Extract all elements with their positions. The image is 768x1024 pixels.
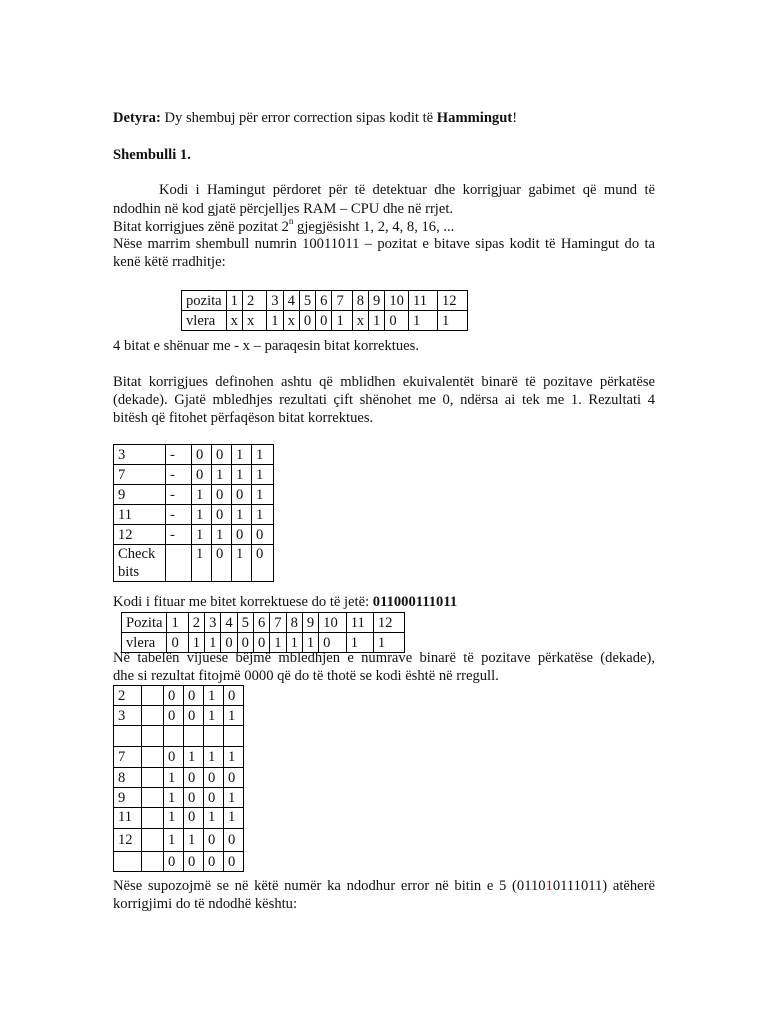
table-cell: 0 (237, 633, 253, 653)
table-cell: 6 (253, 613, 269, 633)
table-cell: vlera (182, 311, 227, 331)
table-cell (184, 726, 204, 747)
table-cell: 1 (224, 747, 244, 768)
table-cell: 9 (114, 788, 142, 808)
table-cell: 11 (408, 291, 437, 311)
table-cell: 3 (114, 706, 142, 726)
table-cell: 3 (114, 445, 166, 465)
verification-table (113, 685, 244, 872)
table-cell: 0 (221, 633, 237, 653)
table-cell: 1 (204, 808, 224, 829)
table-cell (166, 545, 192, 582)
para4-line-2: korrigjimi do të ndodhë kështu: (113, 896, 298, 912)
table-cell (142, 726, 164, 747)
table-row (114, 485, 274, 505)
table-cell: 2 (242, 291, 266, 311)
table-cell: 8 (286, 613, 302, 633)
table-cell: 1 (167, 613, 188, 633)
position-table-2 (121, 612, 405, 653)
table-cell: 0 (319, 633, 347, 653)
table-cell: 12 (114, 829, 142, 852)
table-row (114, 445, 274, 465)
table-cell (142, 768, 164, 788)
table-cell: 0 (184, 706, 204, 726)
table-row (182, 311, 468, 331)
table-cell: 1 (270, 633, 286, 653)
table-cell: 1 (164, 788, 184, 808)
check-bits-label: Check bits (114, 545, 166, 582)
table-cell: 9 (369, 291, 385, 311)
table-cell: 9 (114, 485, 166, 505)
example-title: Shembulli 1. (113, 147, 191, 163)
table-cell (142, 852, 164, 872)
table-cell: 1 (232, 465, 252, 485)
resulting-code: 011000111011 (372, 594, 458, 610)
table-cell: 1 (192, 485, 212, 505)
table-cell: 0 (224, 768, 244, 788)
table-row (114, 545, 274, 582)
table-cell: - (166, 465, 192, 485)
table-cell: 0 (204, 852, 224, 872)
table-cell: 0 (299, 311, 315, 331)
table-cell: 5 (237, 613, 253, 633)
table-cell: Pozita (122, 613, 167, 633)
table-cell: 3 (267, 291, 283, 311)
table-cell (142, 788, 164, 808)
table-cell: 1 (192, 505, 212, 525)
table-row (114, 505, 274, 525)
table-cell: 1 (192, 545, 212, 582)
table-cell: 0 (164, 706, 184, 726)
table-cell: 1 (373, 633, 405, 653)
table-cell: 1 (438, 311, 468, 331)
table-cell: 0 (232, 485, 252, 505)
table-cell: 1 (212, 465, 232, 485)
table-row (114, 852, 244, 872)
table-cell: 6 (316, 291, 332, 311)
table-cell: 0 (184, 768, 204, 788)
table-cell: - (166, 505, 192, 525)
table-cell: 7 (332, 291, 352, 311)
table-cell: x (226, 311, 242, 331)
table-cell: 1 (204, 747, 224, 768)
table-cell: 5 (299, 291, 315, 311)
table-cell: 0 (252, 545, 274, 582)
table-cell: 1 (192, 525, 212, 545)
table-cell: 9 (302, 613, 318, 633)
table-cell: 0 (164, 686, 184, 706)
table-cell: 1 (252, 505, 274, 525)
task-label: Detyra: (113, 110, 161, 126)
para3-line-1: Në tabelën vijuese bëjmë mbledhjen e numrave binarë të pozitave përkatëse (dekade), (113, 650, 655, 666)
table-cell: 0 (184, 686, 204, 706)
table-cell: 1 (408, 311, 437, 331)
table-cell: 0 (212, 545, 232, 582)
table-cell: 1 (224, 788, 244, 808)
table-cell: x (352, 311, 368, 331)
table-cell: 2 (188, 613, 204, 633)
table-cell: 0 (204, 829, 224, 852)
table-row (114, 686, 244, 706)
table-cell: 0 (204, 788, 224, 808)
table-cell: 1 (252, 485, 274, 505)
intro-line-3: Bitat korrigjues zënë pozitat 2$^n$ gjegjësisht 1, 2, 4, 8, 16, ... (113, 216, 455, 235)
table-cell: x (283, 311, 299, 331)
table-cell: 0 (252, 525, 274, 545)
table-cell: 1 (232, 445, 252, 465)
table-cell: 1 (204, 686, 224, 706)
table-cell: 3 (205, 613, 221, 633)
table-cell: 1 (226, 291, 242, 311)
table-cell: 7 (270, 613, 286, 633)
table-cell (142, 829, 164, 852)
para3-line-2: dhe si rezultat fitojmë 0000 që do të thotë se kodi është në rregull. (113, 668, 499, 684)
table-cell: 1 (252, 465, 274, 485)
table-cell: 12 (373, 613, 405, 633)
table-cell: 1 (232, 545, 252, 582)
table-cell: 8 (352, 291, 368, 311)
table-cell: 1 (204, 706, 224, 726)
table-cell: 1 (188, 633, 204, 653)
table-cell: 1 (346, 633, 373, 653)
table-row (114, 747, 244, 768)
table-row (122, 613, 405, 633)
table-cell: pozita (182, 291, 227, 311)
intro-line-2: ndodhin në kod gjatë përcjelljes RAM – CPU dhe në rrjet. (113, 201, 454, 217)
task-heading (113, 110, 517, 127)
table-cell (142, 706, 164, 726)
table-cell: 4 (283, 291, 299, 311)
task-text: Dy shembuj për error correction sipas kodit të (160, 110, 437, 126)
table-cell: 11 (114, 808, 142, 829)
para2-line-2: (dekade). Gjatë mbledhjes rezultati çift shënohet me 0, ndërsa ai tek me 1. Rezultati 4 (113, 392, 655, 408)
table-cell: 1 (164, 808, 184, 829)
table-cell: 12 (114, 525, 166, 545)
table-cell: 0 (164, 747, 184, 768)
table-row (114, 768, 244, 788)
table-cell (142, 747, 164, 768)
table-row (114, 788, 244, 808)
table-cell: 0 (224, 829, 244, 852)
table-row (114, 525, 274, 545)
resulting-code-line: Kodi i fituar me bitet korrektuese do të jetë: 011000111011 (113, 594, 458, 610)
table-cell (114, 726, 142, 747)
table-cell: 0 (184, 852, 204, 872)
table-cell (224, 726, 244, 747)
table-cell: 1 (205, 633, 221, 653)
table-cell: 1 (369, 311, 385, 331)
intro-line-4: Nëse marrim shembull numrin 10011011 – pozitat e bitave sipas kodit të Hamingut do ta (113, 236, 655, 252)
task-bold-word: Hammingut (436, 110, 513, 126)
table-cell: 0 (164, 852, 184, 872)
table-cell: 0 (385, 311, 409, 331)
table-cell: 10 (385, 291, 409, 311)
table-cell: 1 (252, 445, 274, 465)
para4-line-1: Nëse supozojmë se në këtë numër ka ndodhur error në bitin e 5 (011010111011) atëherë (113, 878, 655, 894)
table-row (114, 829, 244, 852)
table-cell: 1 (224, 706, 244, 726)
table-cell: 1 (184, 747, 204, 768)
table-cell: 2 (114, 686, 142, 706)
table-cell: 1 (164, 768, 184, 788)
table-cell: 1 (164, 829, 184, 852)
task-end: ! (512, 110, 518, 126)
table-cell: 11 (114, 505, 166, 525)
table-cell (204, 726, 224, 747)
note-correction-bits: 4 bitat e shënuar me - x – paraqesin bitat korrektues. (113, 338, 419, 354)
error-bit: 1 (545, 878, 553, 894)
table-cell: vlera (122, 633, 167, 653)
table-row (114, 808, 244, 829)
position-table-1 (181, 290, 468, 331)
table-cell: 0 (316, 311, 332, 331)
para2-line-3: bitësh që fitohet përfaqëson bitat korrektues. (113, 410, 374, 426)
table-cell: 0 (212, 505, 232, 525)
table-row (114, 465, 274, 485)
table-cell: - (166, 525, 192, 545)
superscript-n: n (288, 216, 294, 226)
table-cell (142, 686, 164, 706)
table-cell: 1 (184, 829, 204, 852)
table-cell: 0 (224, 852, 244, 872)
table-cell: 0 (192, 445, 212, 465)
table-cell: x (242, 311, 266, 331)
intro-line-1: Kodi i Hamingut përdoret për të detektuar dhe korrigjuar gabimet që mund të (159, 182, 655, 198)
table-cell (114, 852, 142, 872)
table-cell: 1 (232, 505, 252, 525)
table-cell: 1 (302, 633, 318, 653)
table-cell (164, 726, 184, 747)
table-cell: 0 (204, 768, 224, 788)
table-cell: 0 (192, 465, 212, 485)
intro-line-5: kenë këtë rradhitje: (113, 254, 226, 270)
table-cell (142, 808, 164, 829)
table-cell: 7 (114, 465, 166, 485)
table-cell: 0 (224, 686, 244, 706)
table-cell: 0 (232, 525, 252, 545)
table-cell: 1 (267, 311, 283, 331)
table-cell: - (166, 485, 192, 505)
table-cell: 8 (114, 768, 142, 788)
table-cell: 1 (332, 311, 352, 331)
table-cell: 0 (184, 808, 204, 829)
table-cell: 1 (212, 525, 232, 545)
para2-line-1: Bitat korrigjues definohen ashtu që mblidhen ekuivalentët binarë të pozitave përkatëse (113, 374, 655, 390)
table-cell: 12 (438, 291, 468, 311)
table-row (114, 726, 244, 747)
table-cell: 11 (346, 613, 373, 633)
table-cell: 0 (167, 633, 188, 653)
table-cell: 7 (114, 747, 142, 768)
table-cell: 0 (212, 485, 232, 505)
check-bits-table (113, 444, 274, 582)
table-cell: - (166, 445, 192, 465)
table-cell: 4 (221, 613, 237, 633)
table-cell: 0 (253, 633, 269, 653)
table-row (182, 291, 468, 311)
table-cell: 1 (286, 633, 302, 653)
table-cell: 0 (212, 445, 232, 465)
table-cell: 10 (319, 613, 347, 633)
table-row (114, 706, 244, 726)
table-cell: 1 (224, 808, 244, 829)
table-cell: 0 (184, 788, 204, 808)
